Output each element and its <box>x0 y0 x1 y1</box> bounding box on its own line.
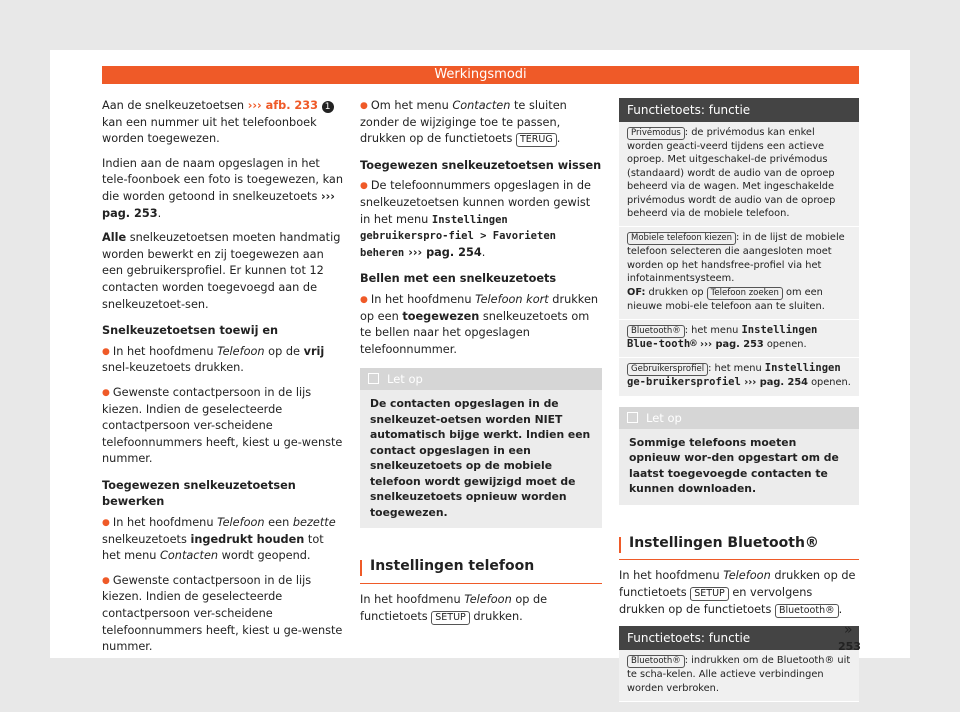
table-row: Bluetooth® : het menu Instellingen Blue-tooth® ››› pag. 253 openen. <box>619 320 859 358</box>
paragraph: In het hoofdmenu Telefoon op de functietoets SETUP drukken. <box>360 592 548 623</box>
terug-key[interactable]: TERUG <box>516 133 557 147</box>
table-row: Privémodus : de privémodus kan enkel worden geacti-veerd tijdens een actieve oproep. Met uitgeschakel-de privémodus (standaard) wordt de audio van de oproep beheerd via de wagen. Met ingeschakelde privémodus wordt de audio van de oproep beheerd via de mobiele telefoon. <box>619 122 859 227</box>
bluetooth-key[interactable]: Bluetooth® <box>775 604 839 618</box>
table-row: Gebruikersprofiel : het menu Instellingen ge-bruikersprofiel ››› pag. 254 openen. <box>619 358 859 396</box>
mobile-phone-select-key[interactable]: Mobiele telefoon kiezen <box>627 232 736 245</box>
column-1 <box>102 98 344 664</box>
table-row: Mobiele telefoon kiezen : in de lijst de mobiele telefoon selecteren die aangesloten moet worden op het handsfree-profiel via het infotainmentsysteem. OF: drukken op Telefoon zoeken om een nieuwe mobi-ele telefoon aan te sluiten. <box>619 227 859 320</box>
setup-key[interactable]: SETUP <box>431 611 470 625</box>
phone-search-key[interactable]: Telefoon zoeken <box>707 287 783 300</box>
note-box <box>360 368 602 528</box>
info-icon <box>368 373 379 384</box>
callout-number: 1 <box>322 101 334 113</box>
function-table <box>619 98 859 397</box>
figure-reference[interactable]: ››› afb. 233 <box>247 99 319 112</box>
bullet: ● In het hoofdmenu Telefoon kort drukken op een toegewezen snelkeuzetoets om te bellen naar het opgeslagen telefoonnummer. <box>360 292 599 356</box>
privemodus-key[interactable]: Privémodus <box>627 127 685 140</box>
section-heading: Instellingen telefoon <box>360 558 602 584</box>
paragraph: In het hoofdmenu Telefoon drukken op de functietoets SETUP en vervolgens drukken op de functietoets Bluetooth® . <box>619 569 856 616</box>
table-title: Functietoets: functie <box>619 98 859 122</box>
page-reference[interactable]: ››› pag. 253 <box>102 189 335 220</box>
subheading: Toegewezen snelkeuzetoetsen wissen <box>360 158 602 172</box>
paragraph: Indien aan de naam opgeslagen in het tele-foonboek een foto is toegewezen, kan die worden getoond in snelkeuzetoets ››› pag. 253. <box>102 156 344 220</box>
section-heading: Instellingen Bluetooth® <box>619 535 859 561</box>
page-reference[interactable]: ››› pag. 254 <box>740 377 808 389</box>
note-title: Let op <box>387 372 423 387</box>
table-row: Bluetooth® : indrukken om de Bluetooth® uit te scha-kelen. Alle actieve verbindingen worden verbroken. <box>619 650 859 702</box>
subheading: Snelkeuzetoetsen toewij en <box>102 324 279 338</box>
column-3 <box>619 98 859 712</box>
bullet: ● Gewenste contactpersoon in de lijs kiezen. Indien de geselecteerde contactpersoon ver-scheidene telefoonnummers heeft, kiest u ge-wenste nummer. <box>102 573 343 654</box>
page-reference[interactable]: ››› pag. 253 <box>696 339 764 351</box>
bullet: ● De telefoonnummers opgeslagen in de snelkeuzetoetsen kunnen worden gewist in het menu Instellingen gebruikerspro-fiel > Favorieten beheren ››› pag. 254. <box>360 179 591 259</box>
note-box <box>619 407 859 505</box>
note-title: Let op <box>646 410 682 425</box>
bullet: ● In het hoofdmenu Telefoon op de vrij snel-keuzetoets drukken. <box>102 344 325 375</box>
page-reference[interactable]: ››› pag. 254 <box>404 245 482 259</box>
bluetooth-key[interactable]: Bluetooth® <box>627 655 685 668</box>
subheading: Toegewezen snelkeuzetoetsen bewerken <box>102 478 296 509</box>
bullet: ● Om het menu Contacten te sluiten zonder de wijziginge toe te passen, drukken op de functietoets TERUG . <box>360 99 567 146</box>
bullet: ● In het hoofdmenu Telefoon een bezette snelkeuzetoets ingedrukt houden tot het menu Contacten wordt geopend. <box>102 516 336 563</box>
bluetooth-key[interactable]: Bluetooth® <box>627 325 685 338</box>
paragraph: Aan de snelkeuzetoetsen ››› afb. 233 1 kan een nummer uit het telefoonboek worden toegewezen. <box>102 98 344 148</box>
user-profile-key[interactable]: Gebruikersprofiel <box>627 363 708 376</box>
setup-key[interactable]: SETUP <box>690 587 729 601</box>
subheading: Bellen met een snelkeuzetoets <box>360 272 557 286</box>
bullet: ● Gewenste contactpersoon in de lijs kiezen. Indien de geselecteerde contactpersoon ver-scheidene telefoonnummers heeft, kiest u ge-wenste nummer. <box>102 385 343 466</box>
function-table <box>619 626 859 702</box>
column-2 <box>360 98 602 633</box>
note-text: Sommige telefoons moeten opnieuw wor-den opgestart om de laatst toegevoegde contacten te kunnen downloaden. <box>629 435 839 496</box>
chapter-header: Werkingsmodi <box>102 66 859 84</box>
note-text: De contacten opgeslagen in de snelkeuzet-oetsen worden NIET automatisch bijge werkt. Indien een contact opgeslagen in een snelkeuzetoets op de mobiele telefoon wordt gewijzigd moet de snelkeuzetoets opnieuw worden toegewezen. <box>370 397 591 519</box>
continue-mark: » <box>844 622 853 638</box>
table-title: Functietoets: functie <box>619 626 859 650</box>
page-number: 253 <box>838 640 861 653</box>
info-icon <box>627 412 638 423</box>
paragraph: Alle snelkeuzetoetsen moeten handmatig worden bewerkt en zij toegewezen aan een gebruikersprofiel. Er kunnen tot 12 contacten worden toegevoegd aan de snelkeuzetoet-sen. <box>102 231 341 311</box>
